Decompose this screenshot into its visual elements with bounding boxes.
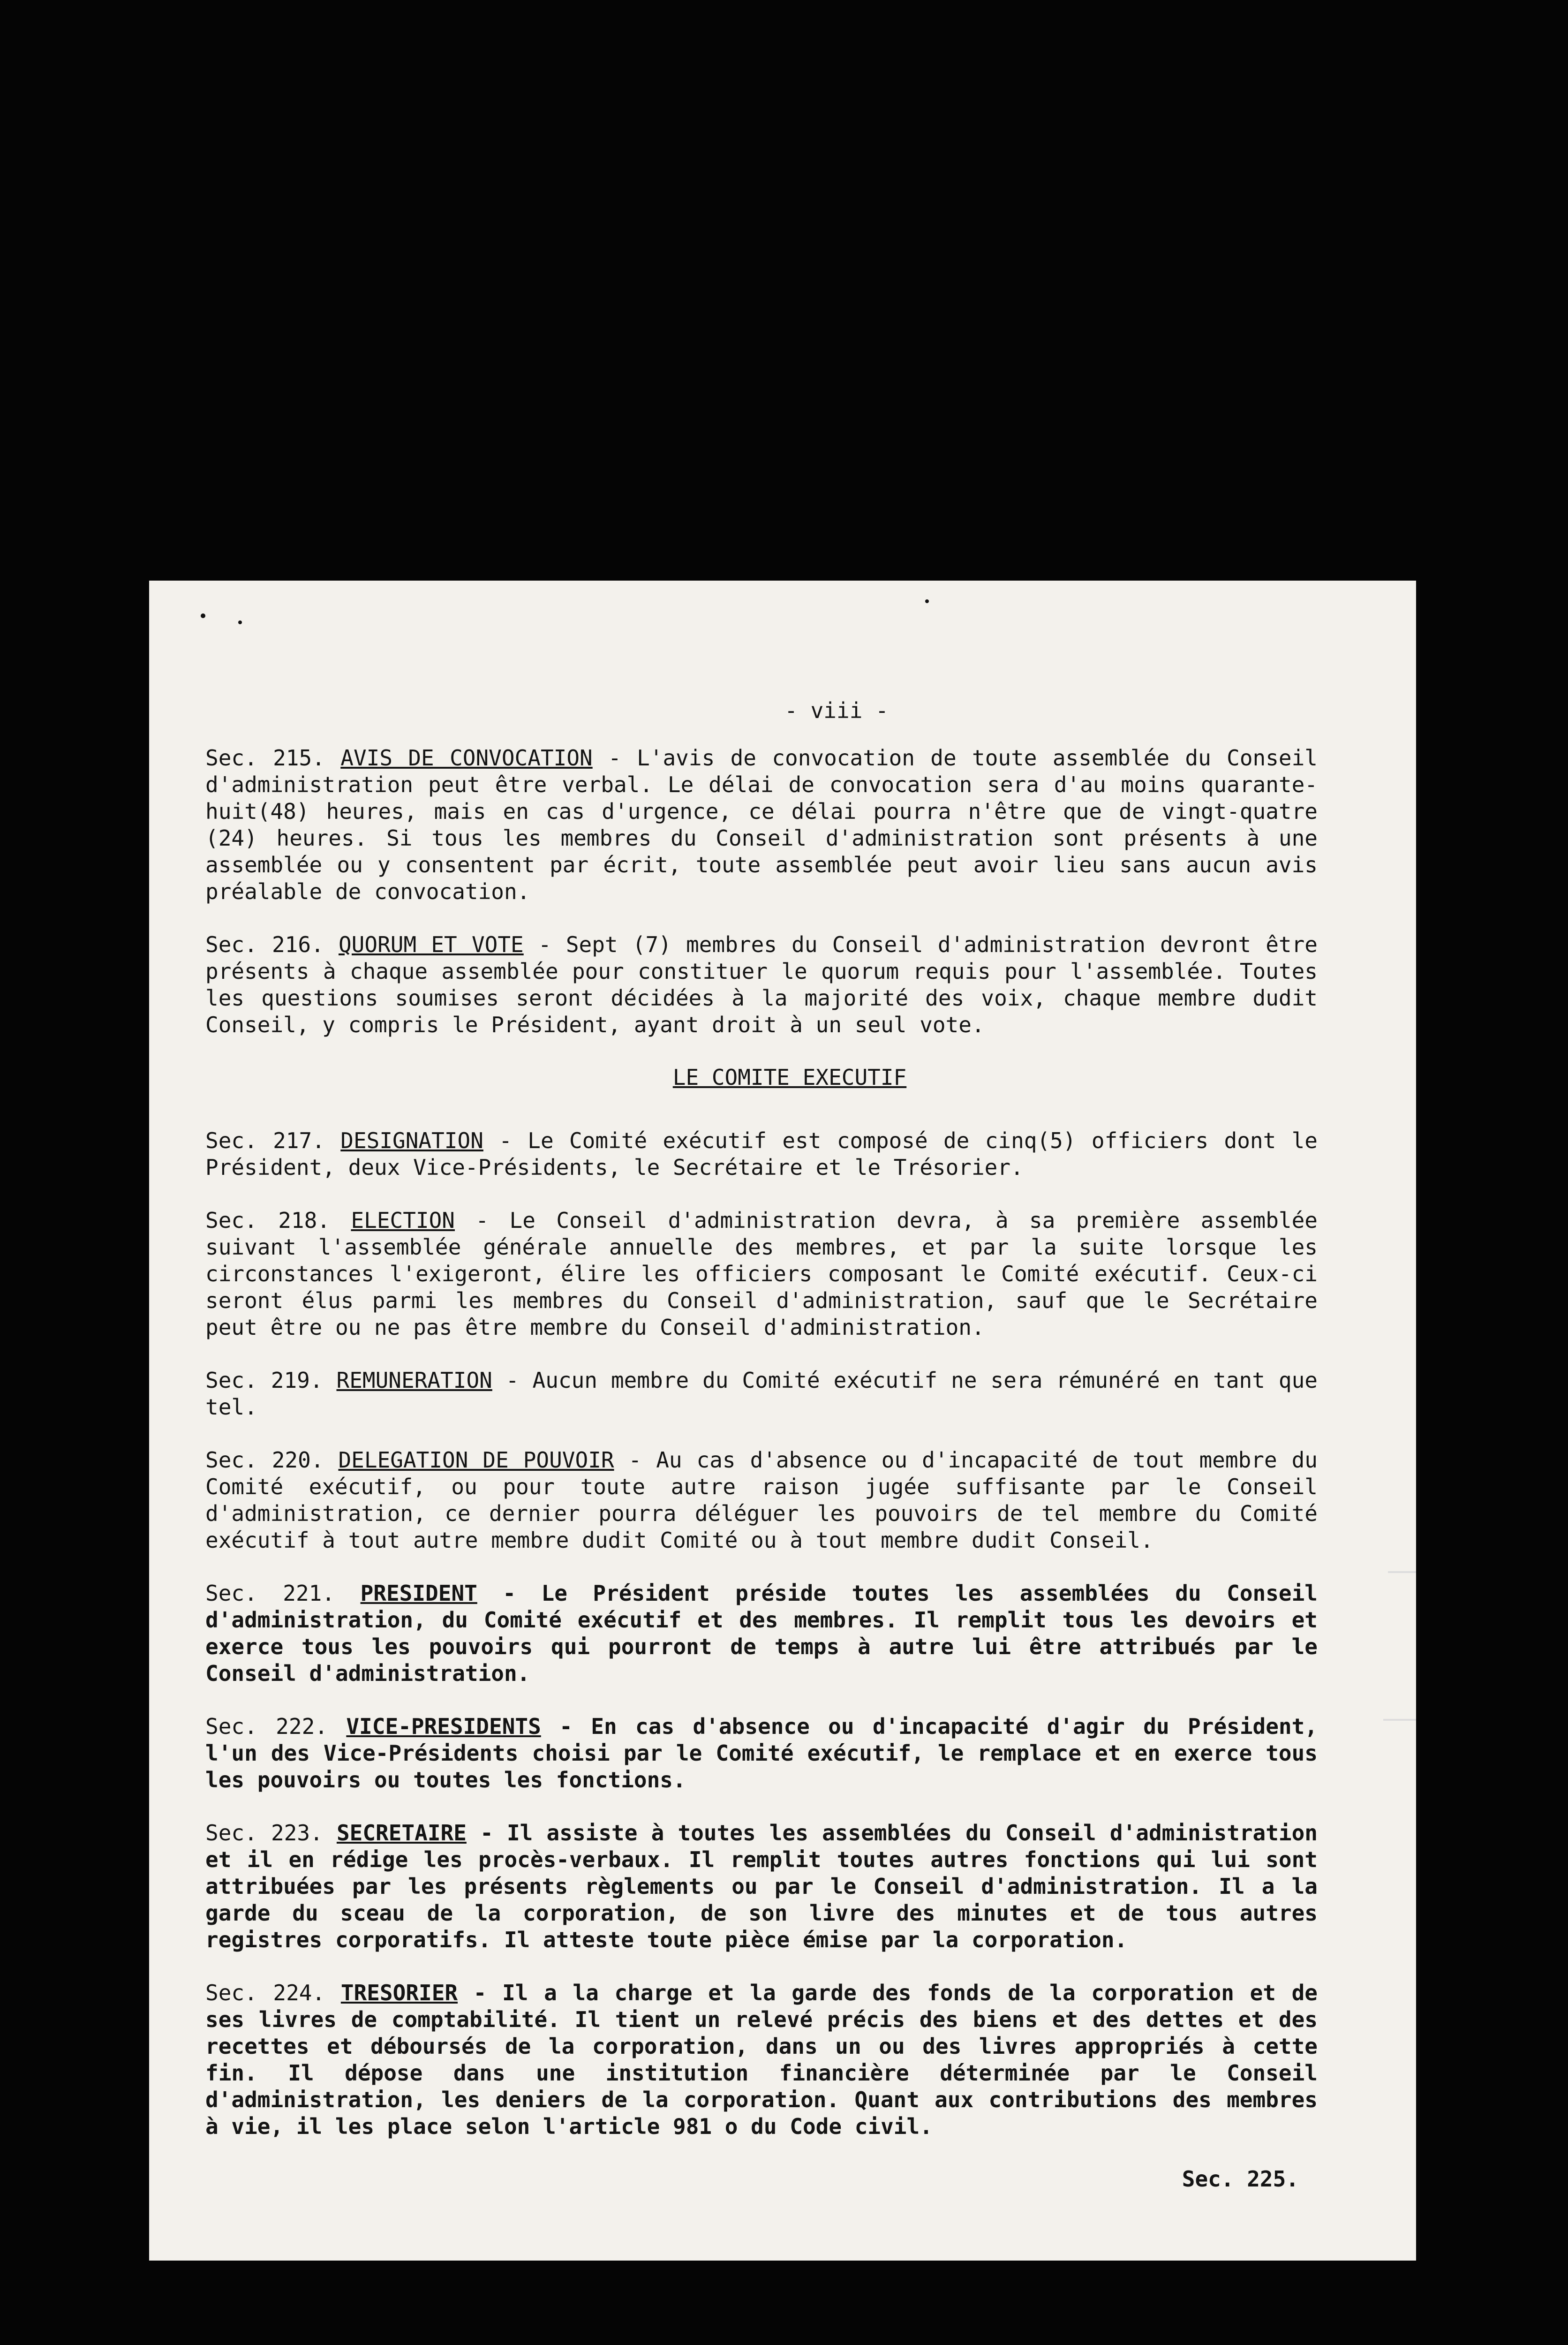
section-number: Sec. 223. — [205, 1820, 323, 1846]
section-text: - Le Comité exécutif est composé de cinq(5) officiers dont le Président, deux Vice-Présidents, le Secrétaire et le Trésorier. — [205, 1128, 1318, 1180]
section-223 — [205, 1820, 1318, 1953]
section-text: - En cas d'absence ou d'incapacité d'agir du Président, l'un des Vice-Présidents choisi par le Comité exécutif, le remplace et en exerce tous les pouvoirs ou toutes les fonctions. — [205, 1714, 1318, 1793]
section-text: - Sept (7) membres du Conseil d'administration devront être présents à chaque assemblée pour constituer le quorum requis pour l'assemblée. Toutes les questions soumises seront décidées à la majorité des voix, chaque membre dudit Conseil, y compris le Président, ayant droit à un seul vote. — [205, 932, 1318, 1037]
section-number: Sec. 218. — [205, 1208, 330, 1233]
section-219 — [205, 1367, 1318, 1421]
section-text: - Au cas d'absence ou d'incapacité de tout membre du Comité exécutif, ou pour toute autre raison jugée suffisante par le Conseil d'administration, ce dernier pourra déléguer les pouvoirs de tel membre du Comité exécutif à tout autre membre dudit Comité ou à tout membre dudit Conseil. — [205, 1447, 1318, 1553]
section-218 — [205, 1207, 1318, 1341]
section-text: - L'avis de convocation de toute assemblée du Conseil d'administration peut être verbal. Le délai de convocation sera d'au moins quarante-huit(48) heures, mais en cas d'urgence, ce délai pourra n'être que de vingt-quatre (24) heures. Si tous les membres du Conseil d'administration sont présents à une assemblée ou y consentent par écrit, toute assemblée peut avoir lieu sans aucun avis préalable de convocation. — [205, 745, 1318, 904]
section-heading: TRESORIER — [340, 1980, 458, 2005]
section-222 — [205, 1713, 1318, 1793]
section-heading: QUORUM ET VOTE — [338, 932, 524, 957]
dust-speck — [925, 599, 929, 603]
section-text: - Il a la charge et la garde des fonds de la corporation et de ses livres de comptabilité. Il tient un relevé précis des biens et des dettes et des recettes et déboursés de la corporation, dans un ou des livres appropriés à cette fin. Il dépose dans une institution financière déterminée par le Conseil d'administration, les deniers de la corporation. Quant aux contributions des membres à vie, il les place selon l'article 981 o du Code civil. — [205, 1980, 1318, 2139]
section-heading: PRESIDENT — [360, 1581, 477, 1606]
section-number: Sec. 221. — [205, 1581, 335, 1606]
section-number: Sec. 219. — [205, 1368, 323, 1393]
section-217 — [205, 1127, 1318, 1181]
section-text: - Aucun membre du Comité exécutif ne sera rémunéré en tant que tel. — [205, 1368, 1318, 1420]
section-heading: SECRETAIRE — [336, 1820, 467, 1846]
dust-speck — [201, 613, 205, 618]
section-216 — [205, 931, 1318, 1038]
section-heading: DELEGATION DE POUVOIR — [338, 1447, 614, 1473]
section-heading: VICE-PRESIDENTS — [346, 1714, 541, 1739]
next-section-reference: Sec. 225. — [1182, 2166, 1299, 2192]
section-heading: DESIGNATION — [340, 1128, 483, 1153]
page-number: - viii - — [784, 698, 889, 723]
section-number: Sec. 222. — [205, 1714, 328, 1739]
section-221 — [205, 1580, 1318, 1687]
section-224 — [205, 1980, 1318, 2140]
section-text: - Il assiste à toutes les assemblées du Conseil d'administration et il en rédige les procès-verbaux. Il remplit toutes autres fonctions qui lui sont attribuées par les présents règlements ou par le Conseil d'administration. Il a la garde du sceau de la corporation, de son livre des minutes et de tous autres registres corporatifs. Il atteste toute pièce émise par la corporation. — [205, 1820, 1318, 1952]
chapter-heading: LE COMITE EXECUTIF — [672, 1065, 907, 1090]
dust-speck — [238, 620, 242, 624]
section-220 — [205, 1447, 1318, 1554]
section-number: Sec. 217. — [205, 1128, 325, 1153]
edge-mark — [1383, 1719, 1416, 1721]
section-number: Sec. 215. — [205, 745, 325, 771]
section-215 — [205, 745, 1318, 905]
section-heading: REMUNERATION — [336, 1368, 492, 1393]
edge-mark — [1388, 1571, 1416, 1573]
section-number: Sec. 216. — [205, 932, 324, 957]
section-heading: AVIS DE CONVOCATION — [340, 745, 593, 771]
section-number: Sec. 224. — [205, 1980, 325, 2005]
section-text: - Le Conseil d'administration devra, à sa première assemblée suivant l'assemblée générale annuelle des membres, et par la suite lorsque les circonstances l'exigeront, élire les officiers composant le Comité exécutif. Ceux-ci seront élus parmi les membres du Conseil d'administration, sauf que le Secrétaire peut être ou ne pas être membre du Conseil d'administration. — [205, 1208, 1318, 1340]
section-text: - Le Président préside toutes les assemblées du Conseil d'administration, du Comité exécutif et des membres. Il remplit tous les devoirs et exerce tous les pouvoirs qui pourront de temps à autre lui être attribués par le Conseil d'administration. — [205, 1581, 1318, 1686]
section-number: Sec. 220. — [205, 1447, 324, 1473]
section-heading: ELECTION — [351, 1208, 455, 1233]
document-page — [149, 581, 1416, 2261]
